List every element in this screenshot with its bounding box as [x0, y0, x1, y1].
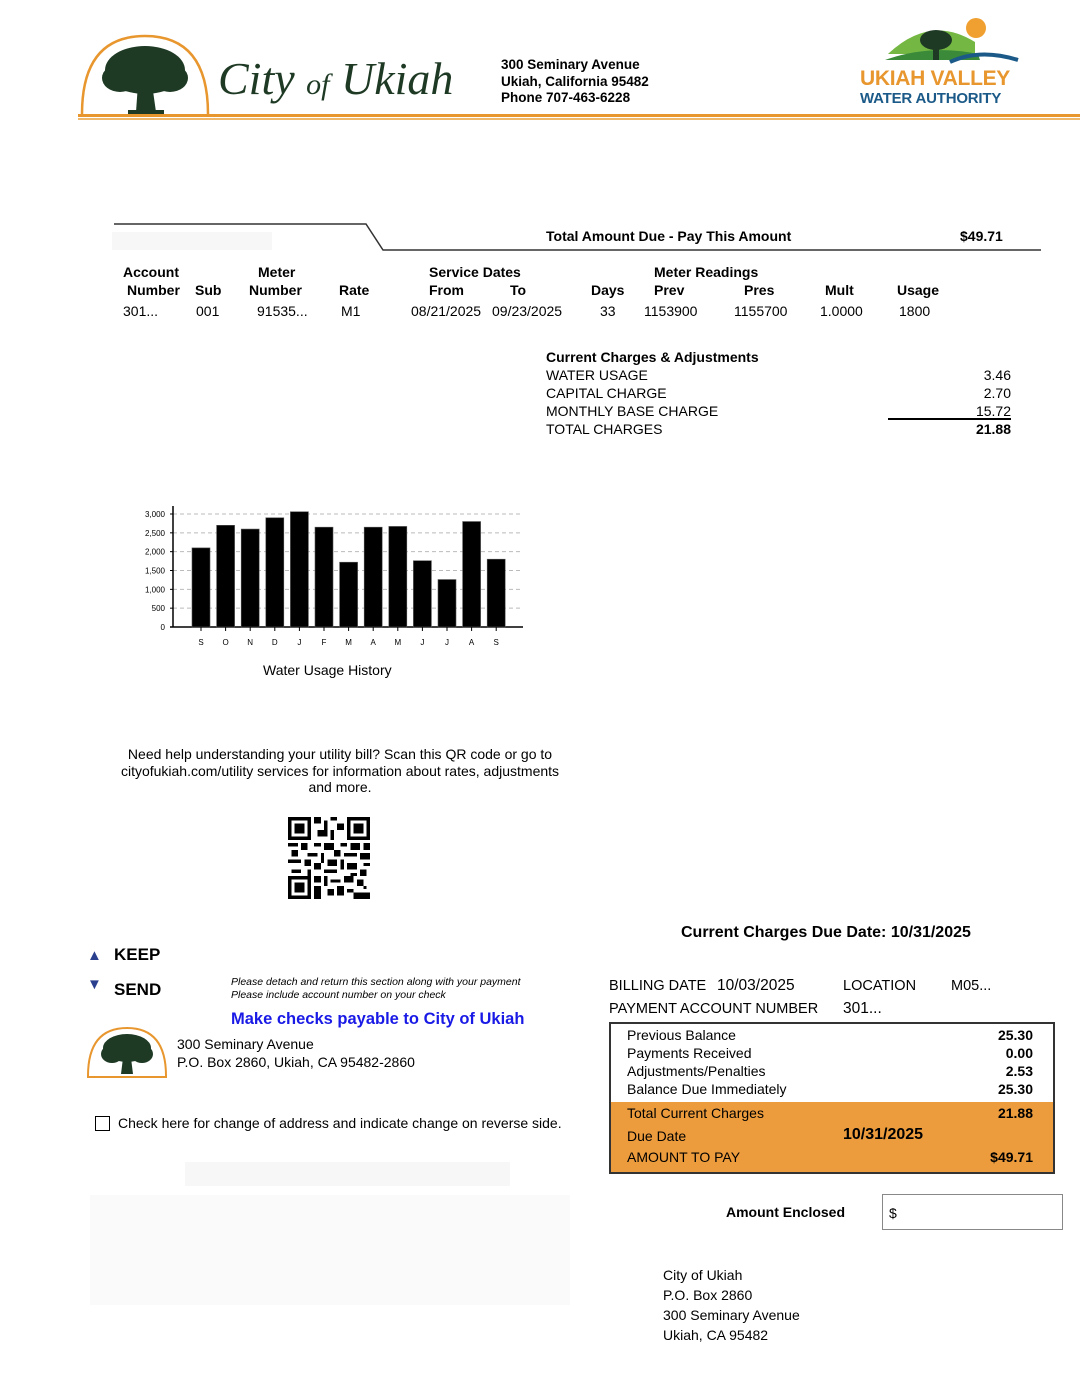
redacted-area [112, 232, 272, 250]
help-text: Need help understanding your utility bill? Scan this QR code or go to cityofukiah.com/utility services for information about rates, adjustments and more. [120, 746, 560, 795]
x-tick-label: A [468, 638, 475, 647]
charge-label: WATER USAGE [546, 367, 648, 383]
header-meter-readings: Meter Readings [654, 264, 759, 280]
amount-to-pay-label: AMOUNT TO PAY [627, 1149, 741, 1165]
charge-amount: 15.72 [888, 402, 1011, 420]
x-tick-label: N [247, 638, 254, 647]
header-account-top: Account [123, 264, 179, 280]
cell-pres: 1155700 [734, 303, 788, 319]
dollar-prefix: $ [889, 1205, 897, 1221]
chart-title: Water Usage History [263, 662, 392, 678]
bar [487, 559, 505, 627]
header-mult: Mult [825, 282, 854, 298]
header-address-line2: Ukiah, California 95482 [501, 73, 649, 89]
header-divider [78, 114, 1080, 117]
charges-total-amount: 21.88 [975, 421, 1011, 437]
y-tick-label: 0 [160, 623, 165, 632]
bar [217, 525, 235, 627]
y-tick-label: 500 [151, 604, 165, 614]
current-charges-due-date: Current Charges Due Date: 10/31/2025 [681, 924, 971, 941]
remit-address [177, 1035, 415, 1071]
payment-account-label: PAYMENT ACCOUNT NUMBER [609, 1001, 819, 1017]
qr-code-icon[interactable] [288, 817, 370, 899]
payable-to: Make checks payable to City of Ukiah [231, 1010, 525, 1028]
summary-row [627, 1128, 1033, 1144]
bar [389, 526, 407, 627]
amount-enclosed-field[interactable] [882, 1194, 1063, 1230]
partner-name-line2: WATER AUTHORITY [860, 90, 1002, 107]
bar [364, 527, 382, 627]
total-current-value: 21.88 [997, 1105, 1033, 1121]
cell-account: 301... [123, 303, 159, 319]
header-service-dates: Service Dates [429, 264, 521, 280]
payment-summary-box [609, 1022, 1055, 1174]
hills-tree-icon [880, 14, 1020, 66]
bar [290, 512, 308, 627]
adjustments-value: 2.53 [1005, 1063, 1033, 1079]
city-word: City [218, 53, 295, 104]
charge-row [546, 366, 1011, 384]
bar [266, 518, 284, 627]
mail-line: Ukiah, CA 95482 [663, 1327, 769, 1343]
due-date-label: Due Date [627, 1128, 687, 1144]
change-address-label: Check here for change of address and indicate change on reverse side. [118, 1115, 562, 1131]
cell-from: 08/21/2025 [411, 303, 482, 319]
total-due-value: $49.71 [960, 228, 1003, 244]
charge-amount: 3.46 [983, 367, 1011, 383]
due-date-value: 10/31/2025 [843, 1126, 924, 1143]
mailing-address [663, 1265, 800, 1345]
header-divider-light [78, 118, 1080, 120]
change-address-option[interactable] [95, 1115, 562, 1131]
current-charges [546, 348, 1011, 438]
x-tick-label: M [345, 638, 352, 647]
amount-enclosed-label: Amount Enclosed [726, 1204, 846, 1220]
y-tick-label: 2,500 [144, 528, 165, 538]
send-label: SEND [114, 980, 162, 999]
total-due-label: Total Amount Due - Pay This Amount [546, 228, 792, 244]
payments-value: 0.00 [1005, 1045, 1033, 1061]
of-word: of [306, 68, 330, 101]
remit-line2: P.O. Box 2860, Ukiah, CA 95482-2860 [177, 1054, 415, 1070]
cell-meter: 91535... [257, 303, 308, 319]
summary-row [627, 1081, 1033, 1097]
header-account-bottom: Number [127, 282, 180, 298]
previous-balance-value: 25.30 [997, 1027, 1033, 1043]
header-sub: Sub [195, 282, 222, 298]
summary-row [627, 1027, 1033, 1043]
arrow-up-icon: ▲ [87, 947, 102, 964]
water-authority-logo [880, 14, 1020, 66]
header-address [501, 57, 649, 107]
mail-line: City of Ukiah [663, 1267, 743, 1283]
balance-due-value: 25.30 [997, 1081, 1033, 1097]
cell-prev: 1153900 [644, 303, 698, 319]
ukiah-word: Ukiah [341, 53, 454, 104]
charge-label: MONTHLY BASE CHARGE [546, 403, 719, 419]
bar [340, 562, 358, 627]
mail-line: P.O. Box 2860 [663, 1287, 753, 1303]
bar [192, 548, 210, 627]
city-name [218, 52, 453, 105]
header-phone: Phone 707-463-6228 [501, 90, 631, 105]
bar [315, 527, 333, 627]
cell-usage: 1800 [899, 303, 931, 319]
cell-to: 09/23/2025 [492, 303, 563, 319]
summary-row [627, 1063, 1033, 1079]
header-from: From [429, 282, 464, 298]
cell-sub: 001 [196, 303, 220, 319]
x-tick-label: O [222, 638, 229, 647]
x-tick-label: M [394, 638, 402, 647]
payment-account-value: 301... [843, 1000, 882, 1017]
x-tick-label: J [445, 638, 449, 647]
summary-row [627, 1045, 1033, 1061]
header-pres: Pres [744, 282, 775, 298]
partner-name-line1: UKIAH VALLEY [860, 67, 1011, 90]
header-meter-top: Meter [258, 264, 296, 280]
y-tick-label: 2,000 [144, 547, 165, 557]
redacted-area [90, 1195, 570, 1305]
water-usage-chart [130, 500, 530, 655]
x-tick-label: D [271, 638, 278, 647]
header-usage: Usage [897, 282, 940, 298]
total-current-label: Total Current Charges [627, 1105, 764, 1121]
detach-line1: Please detach and return this section along with your payment [231, 976, 521, 988]
change-address-checkbox[interactable] [95, 1116, 110, 1131]
billing-date-value: 10/03/2025 [717, 977, 795, 994]
charge-row [546, 384, 1011, 402]
city-logo [80, 34, 210, 116]
mail-line: 300 Seminary Avenue [663, 1307, 800, 1323]
charges-total-row [546, 420, 1011, 438]
remit-line1: 300 Seminary Avenue [177, 1036, 314, 1052]
cell-days: 33 [600, 303, 616, 319]
balance-due-label: Balance Due Immediately [627, 1081, 787, 1097]
charges-total-label: TOTAL CHARGES [546, 421, 663, 437]
bar [463, 522, 481, 627]
summary-row [627, 1105, 1033, 1121]
keep-label: KEEP [114, 945, 161, 964]
bar [241, 529, 259, 627]
previous-balance-label: Previous Balance [627, 1027, 736, 1043]
header-meter-bottom: Number [249, 282, 302, 298]
location-label: LOCATION [843, 978, 917, 994]
detach-line2: Please include account number on your check [231, 988, 446, 1001]
bar [413, 561, 431, 627]
cell-rate: M1 [341, 303, 361, 319]
x-tick-label: F [321, 638, 327, 647]
x-tick-label: J [297, 638, 302, 647]
payments-label: Payments Received [627, 1045, 752, 1061]
amount-to-pay-value: $49.71 [990, 1149, 1033, 1165]
billing-date-label: BILLING DATE [609, 978, 707, 994]
charge-label: CAPITAL CHARGE [546, 385, 667, 401]
arrow-down-icon: ▼ [87, 976, 102, 993]
charge-row [546, 402, 1011, 420]
oak-tree-icon [86, 1026, 168, 1080]
header-prev: Prev [654, 282, 685, 298]
y-tick-label: 3,000 [144, 510, 165, 519]
charges-title [546, 348, 1011, 366]
stub-city-logo [86, 1026, 168, 1080]
oak-tree-icon [80, 34, 210, 116]
header-rate: Rate [339, 282, 370, 298]
x-tick-label: S [198, 638, 204, 647]
header-days: Days [591, 282, 625, 298]
charge-amount: 2.70 [983, 385, 1011, 401]
cell-mult: 1.0000 [820, 303, 863, 319]
redacted-area [185, 1162, 510, 1186]
x-tick-label: S [493, 638, 499, 647]
location-value: M05... [951, 978, 992, 994]
adjustments-label: Adjustments/Penalties [627, 1063, 766, 1079]
detach-instructions [231, 976, 521, 1001]
y-tick-label: 1,000 [144, 585, 165, 595]
y-tick-label: 1,500 [144, 566, 165, 576]
x-tick-label: J [420, 638, 425, 647]
bar [438, 580, 456, 627]
header-to: To [510, 282, 527, 298]
summary-row [627, 1149, 1033, 1165]
x-tick-label: A [370, 638, 376, 647]
charges-title-text: Current Charges & Adjustments [546, 349, 759, 365]
header-address-line1: 300 Seminary Avenue [501, 57, 640, 72]
